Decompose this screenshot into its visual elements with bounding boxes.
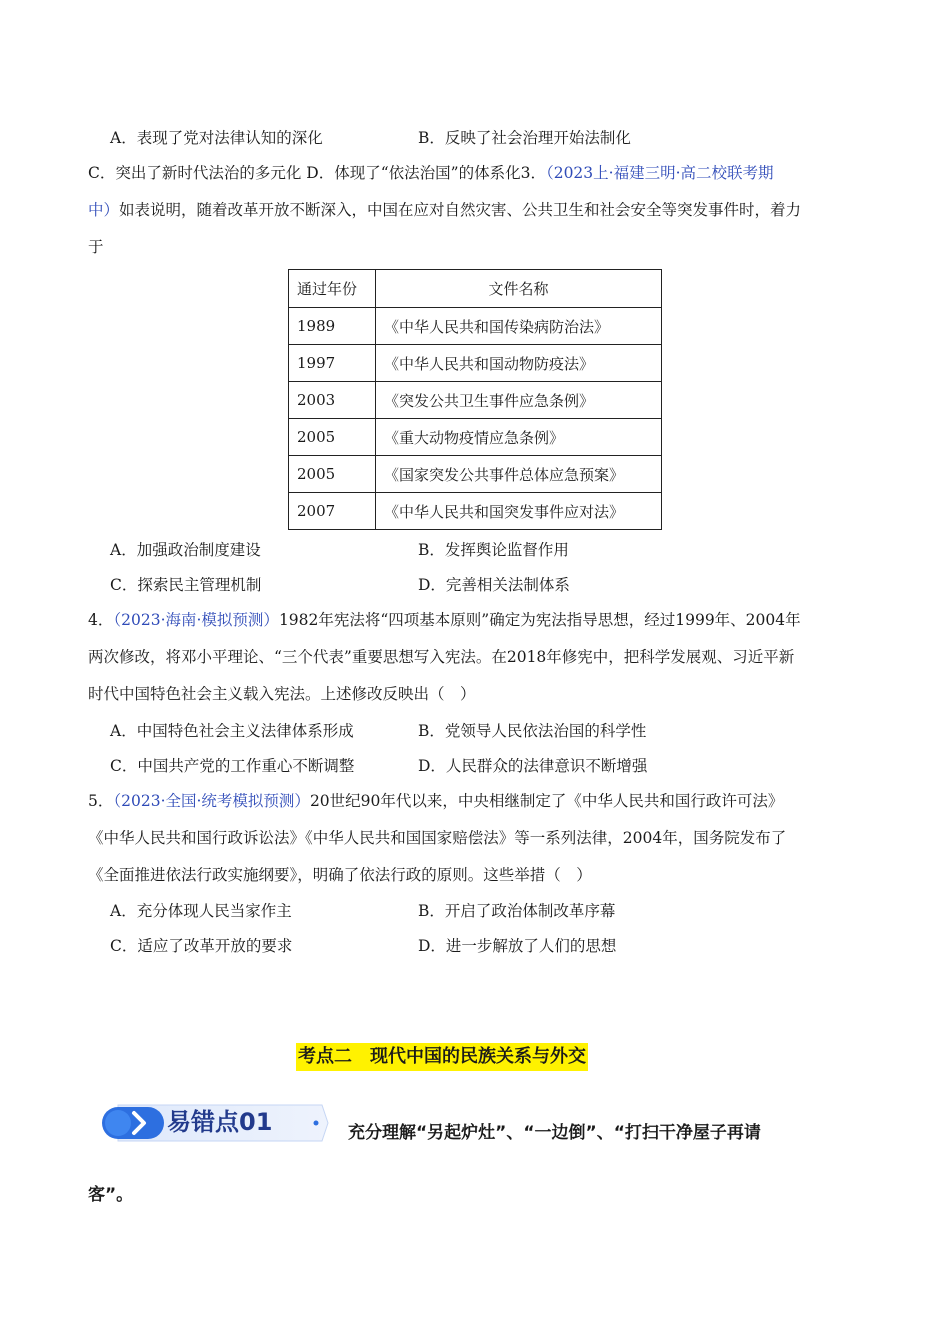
q4-option-b: B．党领导人民依法治国的科学性 xyxy=(418,722,647,740)
table-cell-year: 1989 xyxy=(289,308,376,345)
q2-q3-line xyxy=(88,162,774,184)
q3-stem-a: 如表说明，随着改革开放不断深入，中国在应对自然灾害、公共卫生和社会安全等突发事件时，着力 xyxy=(119,201,802,219)
table-cell-year: 2003 xyxy=(289,382,376,419)
table-cell-title: 《重大动物疫情应急条例》 xyxy=(376,419,662,456)
table-cell-year: 2005 xyxy=(289,456,376,493)
table-row xyxy=(289,493,662,530)
q3-number: 3． xyxy=(520,164,546,182)
q5-number: 5． xyxy=(88,792,114,810)
q2-option-cd: C．突出了新时代法治的多元化 D．体现了“依法治国”的体系化 xyxy=(88,164,521,182)
table-cell-year: 2005 xyxy=(289,419,376,456)
table-header-title: 文件名称 xyxy=(376,270,662,308)
tip-line1: 充分理解“另起炉灶”、“一边倒”、“打扫干净屋子再请 xyxy=(348,1123,761,1143)
q3-option-d: D．完善相关法制体系 xyxy=(418,576,570,594)
q5-line3: 《全面推进依法行政实施纲要》，明确了依法行政的原则。这些举措（ ） xyxy=(88,866,592,884)
q3-option-a: A．加强政治制度建设 xyxy=(110,541,261,559)
tip-line2: 客”。 xyxy=(88,1185,134,1205)
table-cell-title: 《中华人民共和国动物防疫法》 xyxy=(376,345,662,382)
q2-option-b: B．反映了社会治理开始法制化 xyxy=(418,129,631,147)
q4-option-a: A．中国特色社会主义法律体系形成 xyxy=(110,722,354,740)
q5-line1 xyxy=(88,790,783,812)
table-header-year: 通过年份 xyxy=(289,270,376,308)
table-row xyxy=(289,308,662,345)
q3-source-b: 中） xyxy=(88,201,120,219)
q3-option-c: C．探索民主管理机制 xyxy=(110,576,262,594)
q5-option-a: A．充分体现人民当家作主 xyxy=(110,902,292,920)
q5-text1: 20世纪90年代以来，中央相继制定了《中华人民共和国行政许可法》 xyxy=(309,792,784,810)
table-cell-title: 《国家突发公共事件总体应急预案》 xyxy=(376,456,662,493)
q4-option-c: C．中国共产党的工作重心不断调整 xyxy=(110,757,355,775)
table-cell-year: 2007 xyxy=(289,493,376,530)
q5-source: （2023·全国·统考模拟预测） xyxy=(113,792,310,810)
q2-option-a: A．表现了党对法律认知的深化 xyxy=(110,129,323,147)
table-row xyxy=(289,456,662,493)
table-row xyxy=(289,345,662,382)
q4-text1: 1982年宪法将“四项基本原则”确定为宪法指导思想，经过1999年、2004年 xyxy=(278,611,801,629)
q5-line2: 《中华人民共和国行政诉讼法》《中华人民共和国国家赔偿法》等一系列法律，2004年，国务院发布了 xyxy=(88,829,787,847)
q3-source-a: （2023上·福建三明·高二校联考期 xyxy=(545,164,774,182)
q4-line3: 时代中国特色社会主义载入宪法。上述修改反映出（ ） xyxy=(88,685,476,703)
q3-stem-b: 于 xyxy=(88,238,104,256)
q5-option-b: B．开启了政治体制改革序幕 xyxy=(418,902,616,920)
table-cell-title: 《中华人民共和国传染病防治法》 xyxy=(376,308,662,345)
q3-document-table xyxy=(288,269,662,530)
q4-number: 4． xyxy=(88,611,114,629)
table-cell-year: 1997 xyxy=(289,345,376,382)
q5-option-d: D．进一步解放了人们的思想 xyxy=(418,937,617,955)
q4-line2: 两次修改，将邓小平理论、“三个代表”重要思想写入宪法。在2018年修宪中，把科学发展观、习近平新 xyxy=(88,648,795,666)
q3-option-b: B．发挥舆论监督作用 xyxy=(418,541,569,559)
table-row xyxy=(289,419,662,456)
table-cell-title: 《中华人民共和国突发事件应对法》 xyxy=(376,493,662,530)
table-row xyxy=(289,382,662,419)
q3-stem-line xyxy=(88,199,801,221)
q4-source: （2023·海南·模拟预测） xyxy=(113,611,279,629)
q4-line1 xyxy=(88,609,801,631)
table-cell-title: 《突发公共卫生事件应急条例》 xyxy=(376,382,662,419)
section-title: 考点二 现代中国的民族关系与外交 xyxy=(296,1043,588,1071)
badge-label: 易错点01 xyxy=(167,1108,273,1136)
q4-option-d: D．人民群众的法律意识不断增强 xyxy=(418,757,648,775)
q5-option-c: C．适应了改革开放的要求 xyxy=(110,937,293,955)
